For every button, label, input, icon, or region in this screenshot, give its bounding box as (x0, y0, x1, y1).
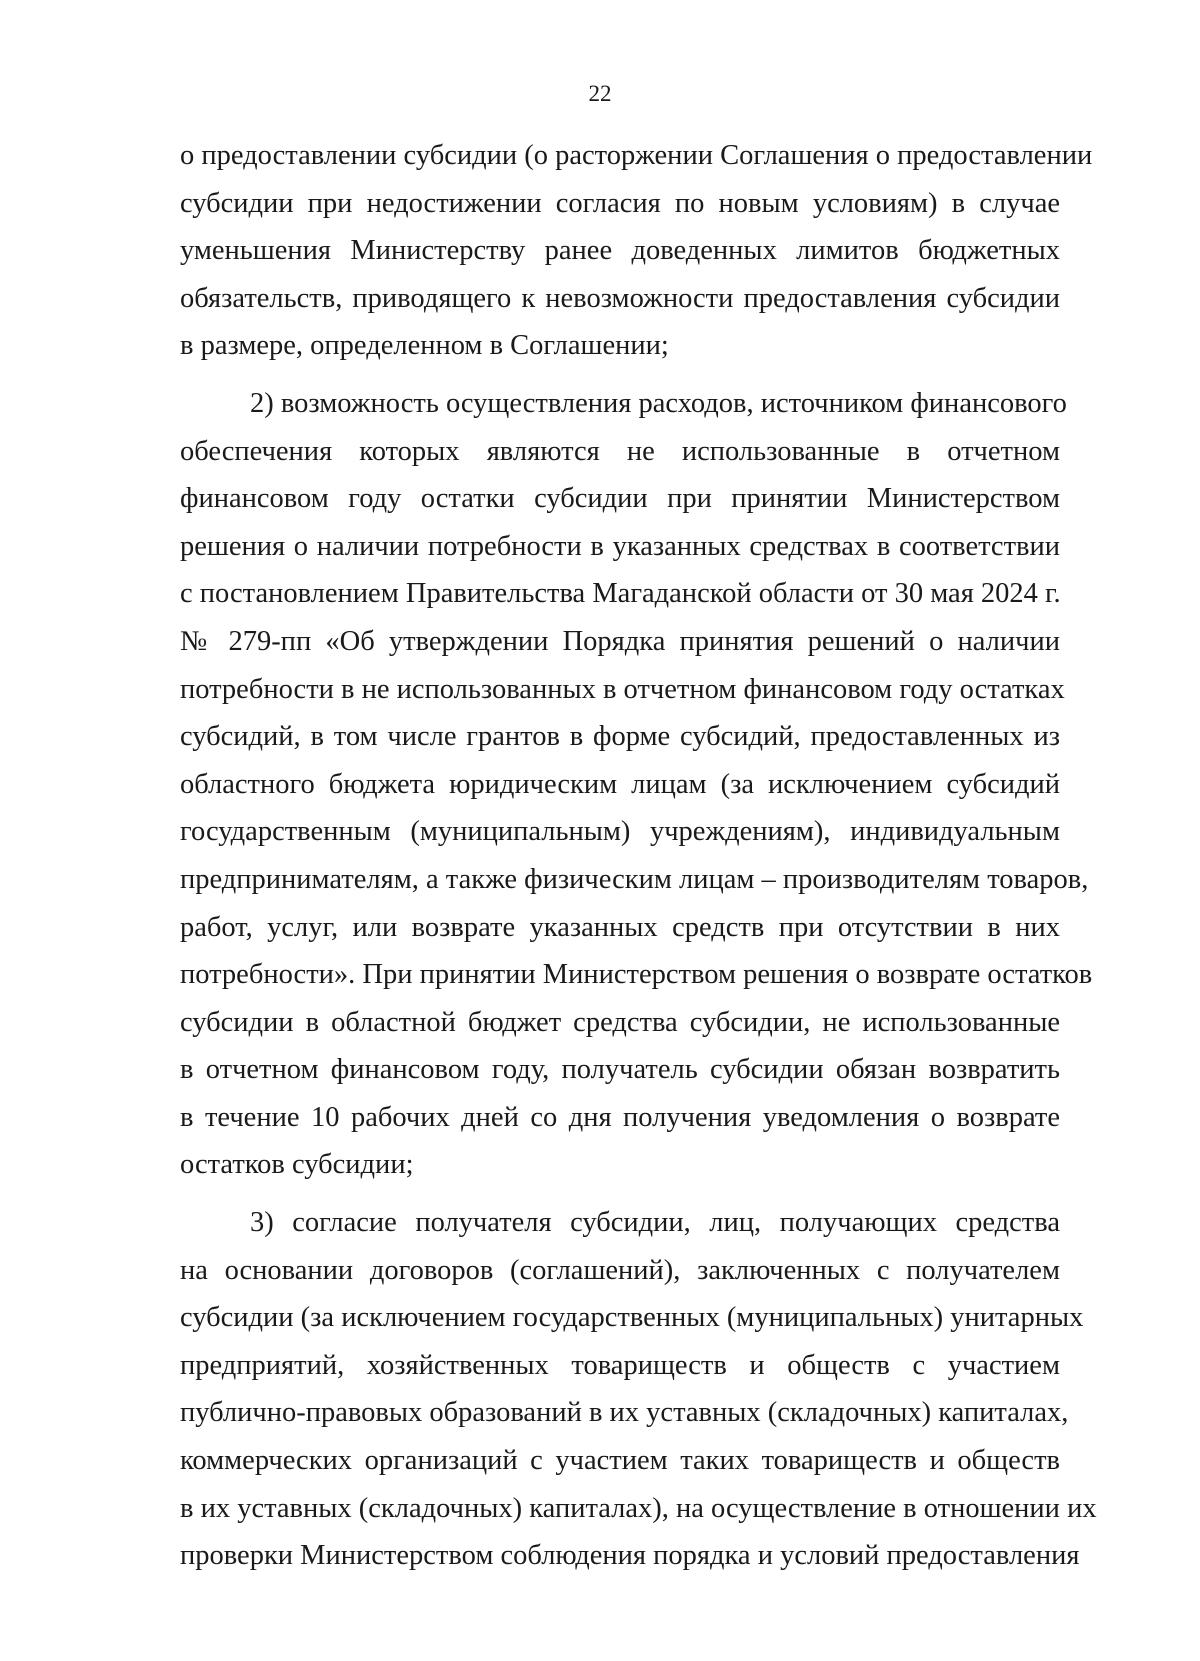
page-number: 22 (588, 81, 612, 106)
text-line: обязательств, приводящего к невозможности предоставления субсидии (180, 282, 1060, 314)
text-line: работ, услуг, или возврате указанных средств при отсутствии в них (180, 911, 1060, 943)
text-line: предпринимателям, а также физическим лицам – производителям товаров, (180, 863, 1089, 895)
paragraph-item-2 (180, 380, 1093, 1189)
text-line: финансовом году остатки субсидии при принятии Министерством (180, 483, 1060, 515)
text-line: коммерческих организаций с участием таких товариществ и обществ (180, 1445, 1060, 1477)
text-line: в их уставных (складочных) капиталах), на осуществление в отношении их (180, 1492, 1097, 1524)
text-line: субсидии (за исключением государственных (муниципальных) унитарных (180, 1302, 1084, 1334)
text-line: субсидии в областной бюджет средства субсидии, не использованные (180, 1006, 1060, 1038)
text-line: потребности в не использованных в отчетном финансовом году остатках (180, 673, 1065, 705)
text-line: предприятий, хозяйственных товариществ и обществ с участием (180, 1349, 1060, 1381)
paragraph-spacer (180, 1189, 1060, 1199)
text-line: в отчетном финансовом году, получатель субсидии обязан возвратить (180, 1054, 1060, 1086)
paragraph-item-3 (180, 1199, 1097, 1580)
text-line: субсидий, в том числе грантов в форме субсидий, предоставленных из (180, 721, 1060, 753)
text-line: 3) согласие получателя субсидии, лиц, получающих средства (250, 1207, 1060, 1239)
paragraph-continuation (180, 132, 1093, 370)
text-line: остатков субсидии; (180, 1149, 414, 1181)
text-line: в размере, определенном в Соглашении; (180, 330, 669, 362)
text-line: решения о наличии потребности в указанных средствах в соответствии (180, 530, 1060, 562)
text-line: уменьшения Министерству ранее доведенных лимитов бюджетных (180, 235, 1060, 267)
text-line: с постановлением Правительства Магаданской области от 30 мая 2024 г. (180, 578, 1061, 610)
text-line: на основании договоров (соглашений), заключенных с получателем (180, 1254, 1060, 1286)
text-line: областного бюджета юридическим лицам (за исключением субсидий (180, 768, 1060, 800)
text-line: публично-правовых образований в их уставных (складочных) капиталах, (180, 1397, 1069, 1429)
text-line: обеспечения которых являются не использованные в отчетном (180, 435, 1060, 467)
text-line: 2) возможность осуществления расходов, источником финансового (250, 387, 1067, 419)
text-line: в течение 10 рабочих дней со дня получения уведомления о возврате (180, 1101, 1060, 1133)
document-body (180, 132, 1097, 1580)
text-line: потребности». При принятии Министерством решения о возврате остатков (180, 959, 1093, 991)
text-line: субсидии при недостижении согласия по новым условиям) в случае (180, 187, 1060, 219)
text-line: о предоставлении субсидии (о расторжении Соглашения о предоставлении (180, 140, 1093, 171)
paragraph-spacer (180, 370, 1060, 380)
text-line: государственным (муниципальным) учреждениям), индивидуальным (180, 816, 1060, 848)
text-line: № 279-пп «Об утверждении Порядка принятия решений о наличии (180, 625, 1060, 657)
text-line: проверки Министерством соблюдения порядка и условий предоставления (180, 1540, 1080, 1572)
